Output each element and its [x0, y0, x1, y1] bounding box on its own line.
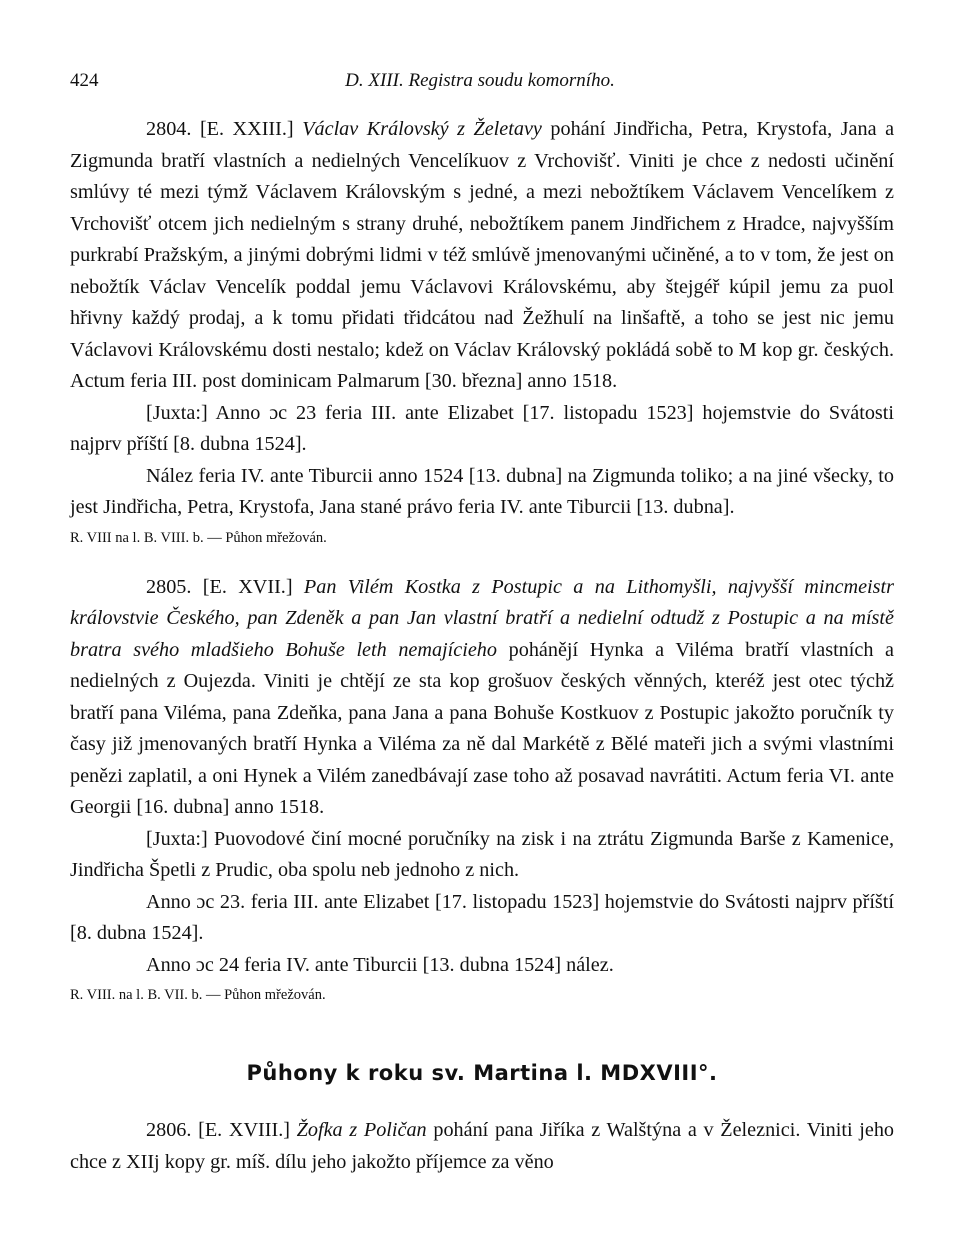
entry-parties: Václav Královský z Želetavy	[302, 118, 542, 140]
entry-number: 2805. [E. XVII.]	[146, 575, 293, 598]
page-body	[70, 114, 894, 1178]
entry-2805-juxta: [Juxta:] Puovodové činí mocné poručníky na zisk i na ztrátu Zigmunda Barše z Kamenice, Jindřicha Špetli z Prudic, oba spolu neb jednoho z nich.	[70, 827, 894, 881]
entry-2804-juxta: [Juxta:] Anno ɔc 23 feria III. ante Elizabet [17. listopadu 1523] hojemstvie do Svátosti najprv příští [8. dubna 1524].	[70, 401, 894, 455]
entry-text: pohání pana Jiříka z Walštýna a v Železnici. Viniti jeho chce z XIIj kopy gr. míš. dílu jeho jakožto příjemce za věno	[70, 1119, 895, 1173]
entry-2805-main	[70, 572, 894, 824]
entry-2805-reference: R. VIII. na l. B. VII. b. — Půhon mřežován.	[70, 987, 326, 1003]
running-title: D. XIII. Registra soudu komorního.	[345, 70, 615, 91]
entry-2804-nalez: Nález feria IV. ante Tiburcii anno 1524 [13. dubna] na Zigmunda toliko; a na jiné všecky, to jest Jindřicha, Petra, Krystofa, Jana stané právo feria IV. ante Tiburcii [13. dubna].	[70, 464, 894, 518]
entry-text: pohání Jindřicha, Petra, Krystofa, Jana a Zigmunda bratří vlastních a nedielných Vencelíkuov z Vrchovišť. Viniti je chce z nedosti učinění smlúvy té mezi týmž Václavem Královským s jedné, a mezi nebožtíkem Václavem Vencelíkem z Vrchovišť otcem jich nedielným s strany druhé, nebožtíkem panem Jindřichem z Hradce, najvyšším purkrabí Pražským, a jinými dobrými lidmi v též smlúvě jmenovanými učiněné, a to v tom, že jest on nebožtík Václav Vencelík poddal jemu Václavovi Královskému, aby štejgéř kúpil jemu za puol hřivny každý prodaj, a k tomu přidati třidcátou nad Žežhulí na linšaftě, a toho se jest nic jemu Václavovi Královskému dosti nestalo; kdež on Václav Královský pokládá sobě to M kop gr. českých. Actum feria III. post dominicam Palmarum [30. března] anno 1518.	[70, 118, 895, 392]
entry-2804-main	[70, 114, 894, 398]
entry-2804-reference: R. VIII na l. B. VIII. b. — Půhon mřežován.	[70, 529, 327, 546]
page-number: 424	[70, 70, 99, 91]
entry-gap	[70, 550, 894, 572]
entry-number: 2804. [E. XXIII.]	[146, 118, 294, 140]
entry-number: 2806. [E. XVIII.]	[146, 1119, 290, 1141]
entry-text: pohánějí Hynka a Viléma bratří vlastních a nedielných z Oujezda. Viniti je chtějí ze sta kop grošuov českých věnných, kteréž jest otec týchž bratří pana Viléma, pana Zdeňka, pana Jana a pana Bohuše Kostkuov z Postupic jakožto poručník ty časy již jmenovaných bratří Hynka a Viléma za ně dal Markétě z Bělé mateři jich a svými vlastními penězi zaplatil, a oni Hynek a Vilém zanedbávají zase toho až posavad navrátiti. Actum feria VI. ante Georgii [16. dubna] anno 1518.	[70, 638, 895, 818]
entry-parties: Pan Vilém Kostka z Postupic a na Lithomyšli, najvyšší mincmeistr královstvie Českého, pan Zdeněk a pan Jan vlastní bratří a nedielní odtudž z Postupic a na místě bratra svého mladšieho Bohuše leth nemajícieho	[70, 575, 894, 661]
entry-2805-anno-1: Anno ɔc 23. feria III. ante Elizabet [17. listopadu 1523] hojemstvie do Svátosti najprv příští [8. dubna 1524].	[70, 890, 894, 944]
entry-2805-anno-2: Anno ɔc 24 feria IV. ante Tiburcii [13. dubna 1524] nález.	[146, 953, 614, 976]
entry-2806-main	[70, 1115, 894, 1178]
entry-parties: Žofka z Poličan	[296, 1119, 427, 1141]
running-header	[70, 70, 890, 100]
section-heading: Půhony k roku sv. Martina l. MDXVIII°.	[246, 1061, 718, 1085]
